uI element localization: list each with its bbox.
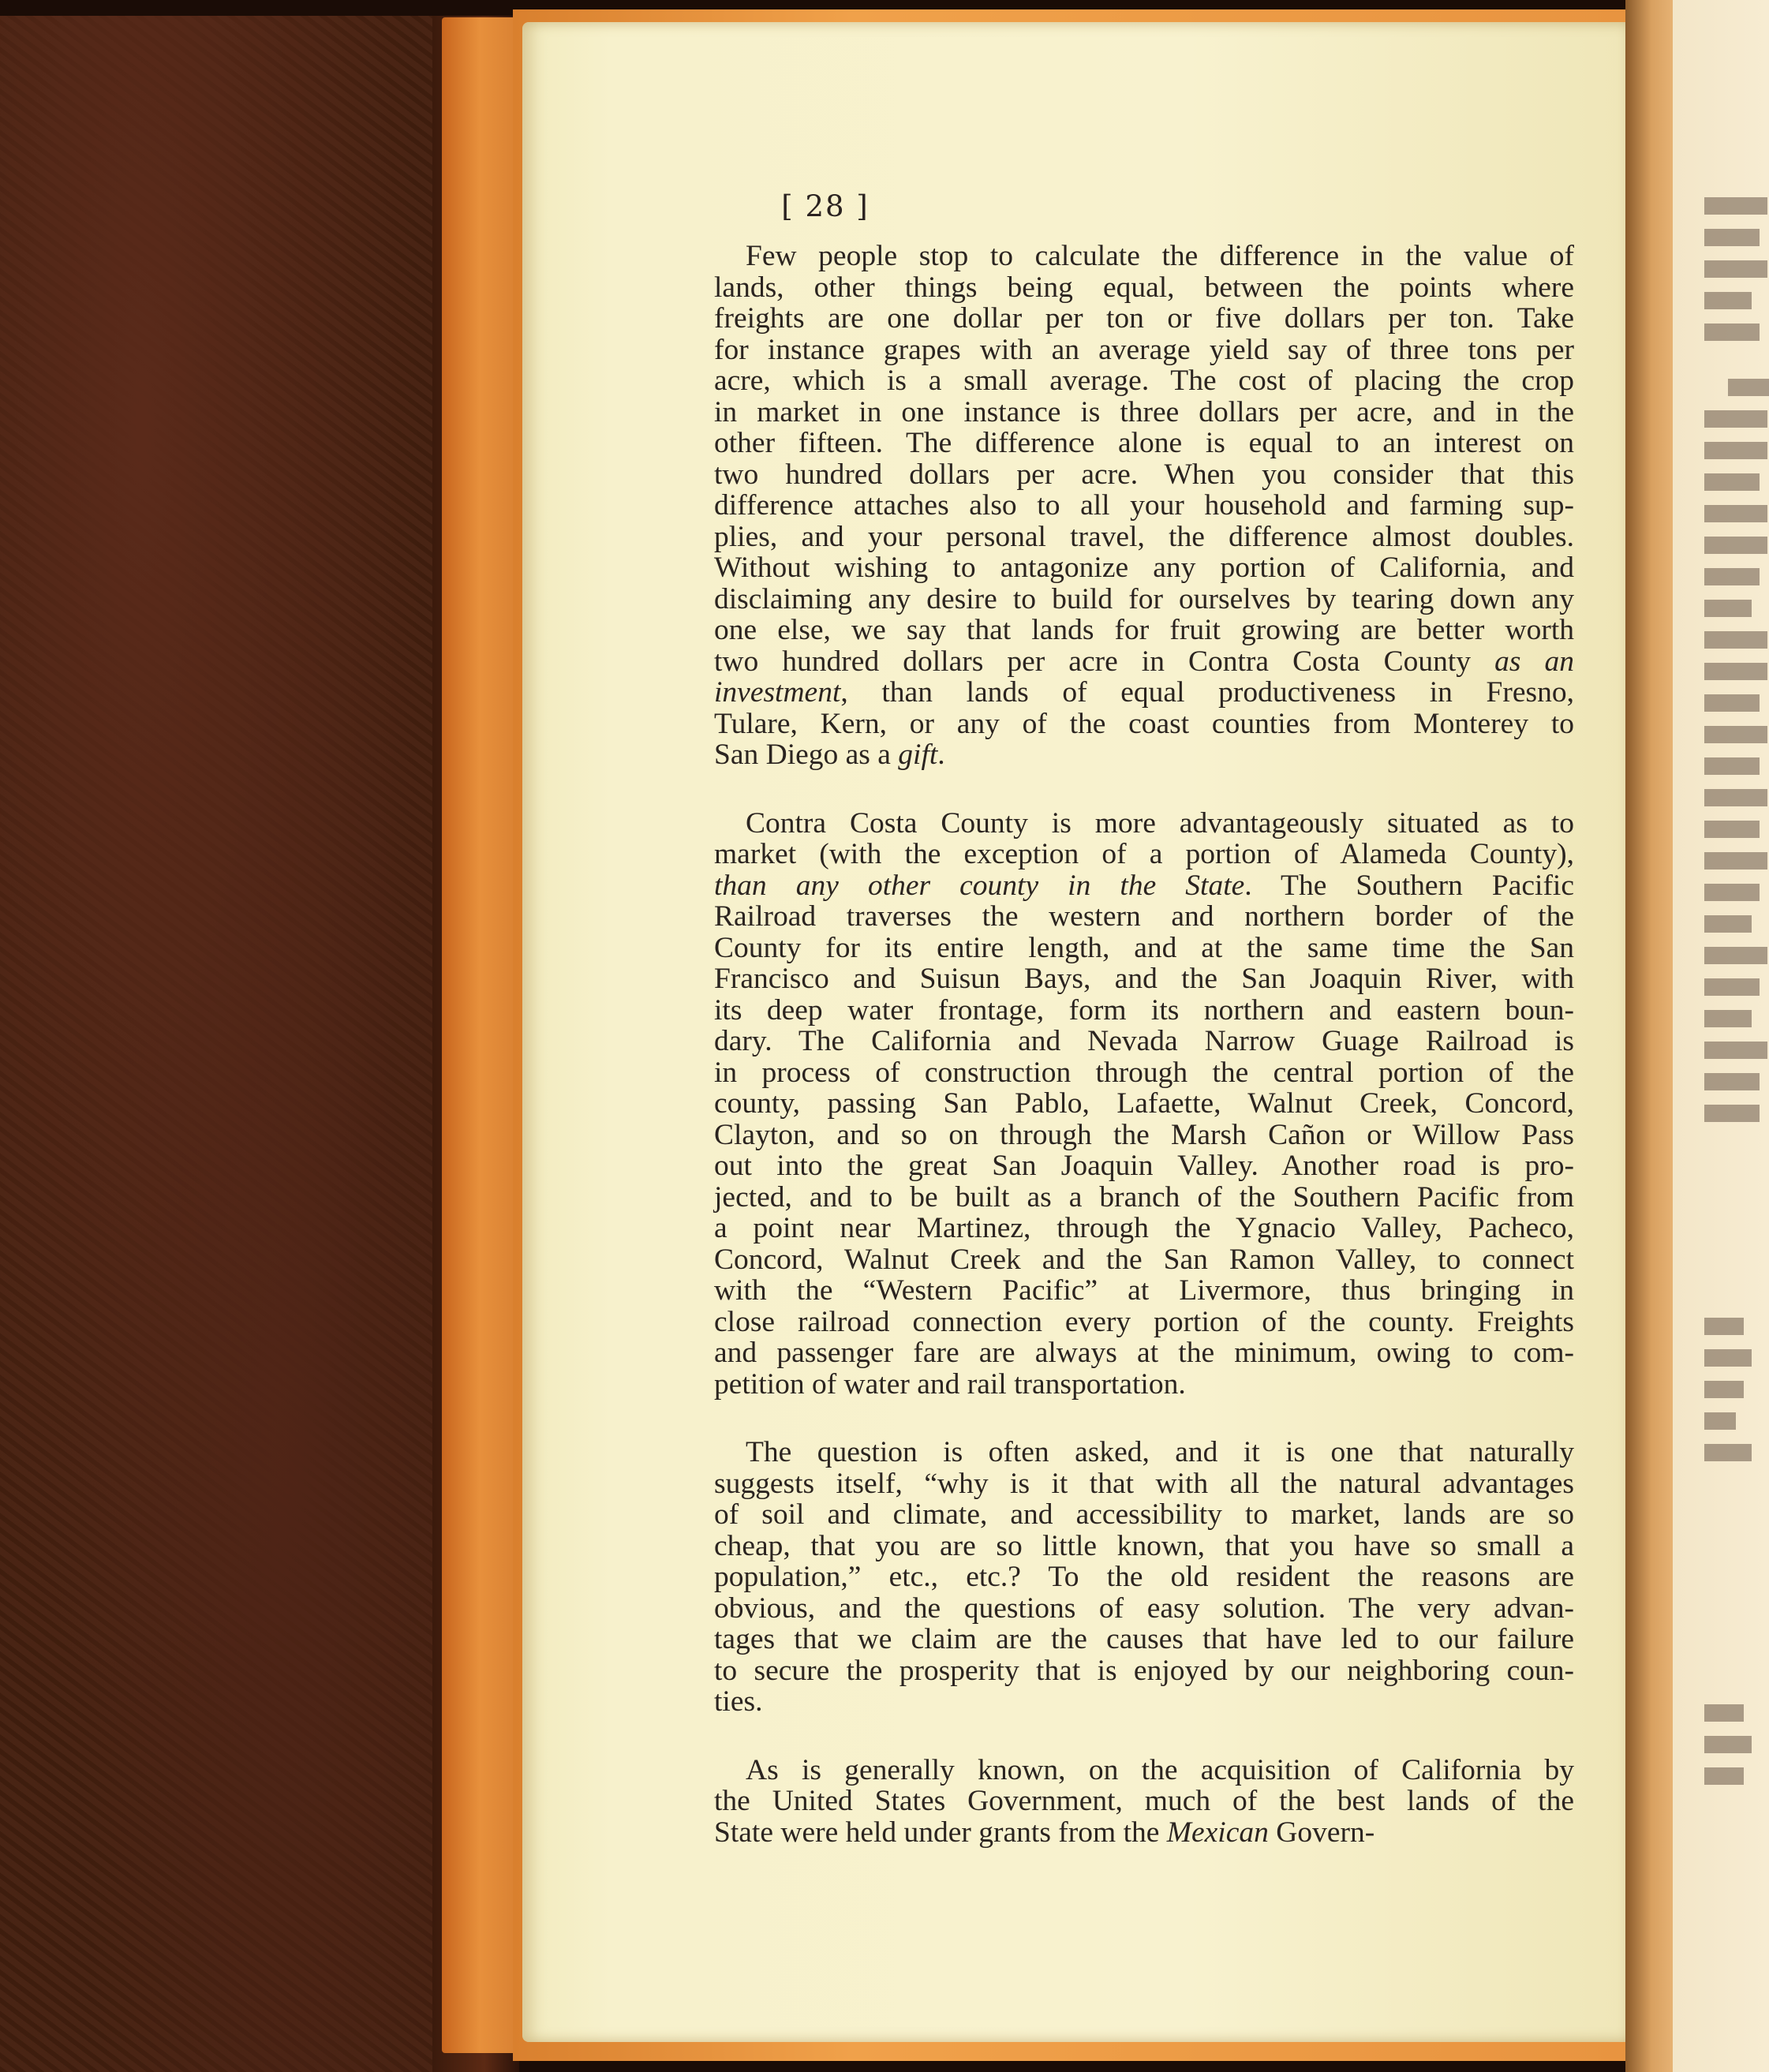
text-line: and passenger fare are always at the minimum, owing to com- [714, 1337, 1574, 1369]
book-cover [0, 16, 473, 2072]
adjacent-text-line [1704, 978, 1760, 996]
text-line: Clayton, and so on through the Marsh Cañon or Willow Pass [714, 1118, 1574, 1151]
text-line: market (with the exception of a portion of Alameda County), [714, 838, 1574, 870]
text-line: for instance grapes with an average yield say of three tons per [714, 333, 1574, 366]
text-line: Without wishing to antagonize any portion of California, and [714, 552, 1574, 584]
adjacent-text-line [1704, 324, 1760, 341]
adjacent-text-line [1704, 442, 1767, 459]
text-line: in process of construction through the central portion of the [714, 1056, 1574, 1089]
paragraph [714, 1755, 1574, 1849]
text-line: tages that we claim are the causes that have led to our failure [714, 1623, 1574, 1655]
text-line: Railroad traverses the western and northern border of the [714, 900, 1574, 933]
body-text [714, 241, 1574, 1885]
adjacent-text-line [1728, 379, 1769, 396]
text-line: than any other county in the State. The Southern Pacific [714, 869, 1574, 902]
text-line: acre, which is a small average. The cost of placing the crop [714, 365, 1574, 397]
adjacent-text-line [1704, 915, 1752, 933]
adjacent-text-line [1704, 821, 1760, 838]
text-line: difference attaches also to all your household and farming sup- [714, 489, 1574, 522]
text-line: petition of water and rail transportation. [714, 1367, 1186, 1401]
adjacent-text-line [1704, 600, 1752, 617]
paragraph [714, 808, 1574, 1401]
text-line: close railroad connection every portion of the county. Freights [714, 1305, 1574, 1338]
text-line: disclaiming any desire to build for ourselves by tearing down any [714, 582, 1574, 615]
paragraph [714, 1437, 1574, 1718]
text-line: San Diego as a gift. [714, 739, 945, 771]
adjacent-text-line [1704, 757, 1760, 775]
adjacent-drop-cap [1720, 1539, 1732, 1657]
adjacent-page-fragment [1673, 0, 1769, 2072]
text-line: to secure the prosperity that is enjoyed by our neighboring coun- [714, 1654, 1574, 1687]
text-line: out into the great San Joaquin Valley. Another road is pro- [714, 1150, 1574, 1182]
text-line: investment, than lands of equal productiveness in Fresno, [714, 676, 1574, 709]
adjacent-text-line [1704, 1010, 1752, 1027]
text-line: in market in one instance is three dollars per acre, and in the [714, 395, 1574, 428]
text-line: Few people stop to calculate the difference in the value of [746, 240, 1574, 272]
adjacent-text-line [1704, 568, 1760, 585]
adjacent-text-line [1704, 537, 1767, 554]
adjacent-text-line [1704, 726, 1767, 743]
text-line: county, passing San Pablo, Lafaette, Walnut Creek, Concord, [714, 1087, 1574, 1120]
text-line: the United States Government, much of the best lands of the [714, 1785, 1574, 1817]
adjacent-text-line [1704, 1767, 1744, 1785]
text-line: other fifteen. The difference alone is equal to an interest on [714, 427, 1574, 459]
text-line: plies, and your personal travel, the difference almost doubles. [714, 520, 1574, 553]
adjacent-text-line [1704, 884, 1760, 901]
text-line: of soil and climate, and accessibility to market, lands are so [714, 1498, 1574, 1531]
adjacent-text-line [1704, 789, 1767, 806]
adjacent-text-line [1704, 473, 1760, 491]
adjacent-text-line [1704, 1736, 1752, 1753]
adjacent-text-line [1704, 260, 1767, 278]
text-line: freights are one dollar per ton or five dollars per ton. Take [714, 302, 1574, 335]
adjacent-text-line [1704, 852, 1767, 870]
adjacent-drop-cap [1720, 1184, 1732, 1302]
text-line: with the “Western Pacific” at Livermore, thus bringing in [714, 1274, 1574, 1307]
text-line: State were held under grants from the Mexican Govern- [714, 1816, 1375, 1849]
adjacent-text-line [1704, 1105, 1760, 1122]
text-line: a point near Martinez, through the Ygnacio Valley, Pacheco, [714, 1212, 1574, 1244]
page-number [0, 189, 1769, 223]
text-line: its deep water frontage, form its northern and eastern boun- [714, 993, 1574, 1027]
text-line: Tulare, Kern, or any of the coast counties from Monterey to [714, 707, 1574, 740]
adjacent-text-line [1704, 1704, 1744, 1722]
text-line: As is generally known, on the acquisition of California by [746, 1753, 1574, 1786]
text-line: Francisco and Suisun Bays, and the San Joaquin River, with [714, 963, 1574, 995]
text-line: lands, other things being equal, between the points where [714, 271, 1574, 304]
page-number-text: [ 28 ] [781, 189, 870, 223]
adjacent-text-line [1704, 1349, 1752, 1367]
text-line: suggests itself, “why is it that with all the natural advantages [714, 1467, 1574, 1500]
adjacent-text-line [1704, 1073, 1760, 1090]
adjacent-text-line [1704, 1042, 1767, 1059]
text-line: obvious, and the questions of easy solution. The very advan- [714, 1591, 1574, 1625]
adjacent-text-line [1704, 1412, 1736, 1430]
paragraph [714, 241, 1574, 771]
text-line: Contra Costa County is more advantageously situated as to [746, 806, 1574, 840]
adjacent-text-line [1704, 229, 1760, 246]
text-line: cheap, that you are so little known, that you have so small a [714, 1529, 1574, 1562]
adjacent-text-line [1704, 292, 1752, 309]
text-line: Concord, Walnut Creek and the San Ramon Valley, to connect [714, 1243, 1574, 1276]
text-line: County for its entire length, and at the same time the San [714, 931, 1574, 964]
text-line: one else, we say that lands for fruit growing are better worth [714, 614, 1574, 646]
text-line: two hundred dollars per acre in Contra Costa County as an [714, 645, 1574, 678]
adjacent-text-line [1704, 1381, 1744, 1398]
adjacent-text-line [1704, 631, 1767, 649]
text-line: population,” etc., etc.? To the old resident the reasons are [714, 1561, 1574, 1593]
adjacent-text-line [1704, 947, 1767, 964]
text-line: two hundred dollars per acre. When you consider that this [714, 458, 1574, 491]
adjacent-text-line [1704, 505, 1767, 522]
adjacent-text-line [1704, 1444, 1752, 1461]
adjacent-text-line [1704, 694, 1760, 712]
adjacent-text-line [1704, 1318, 1744, 1335]
text-line: jected, and to be built as a branch of the Southern Pacific from [714, 1180, 1574, 1214]
text-line: dary. The California and Nevada Narrow Guage Railroad is [714, 1025, 1574, 1057]
text-line: The question is often asked, and it is one that naturally [746, 1436, 1574, 1468]
adjacent-text-line [1704, 410, 1767, 428]
text-line: ties. [714, 1685, 763, 1718]
adjacent-text-line [1704, 663, 1767, 680]
